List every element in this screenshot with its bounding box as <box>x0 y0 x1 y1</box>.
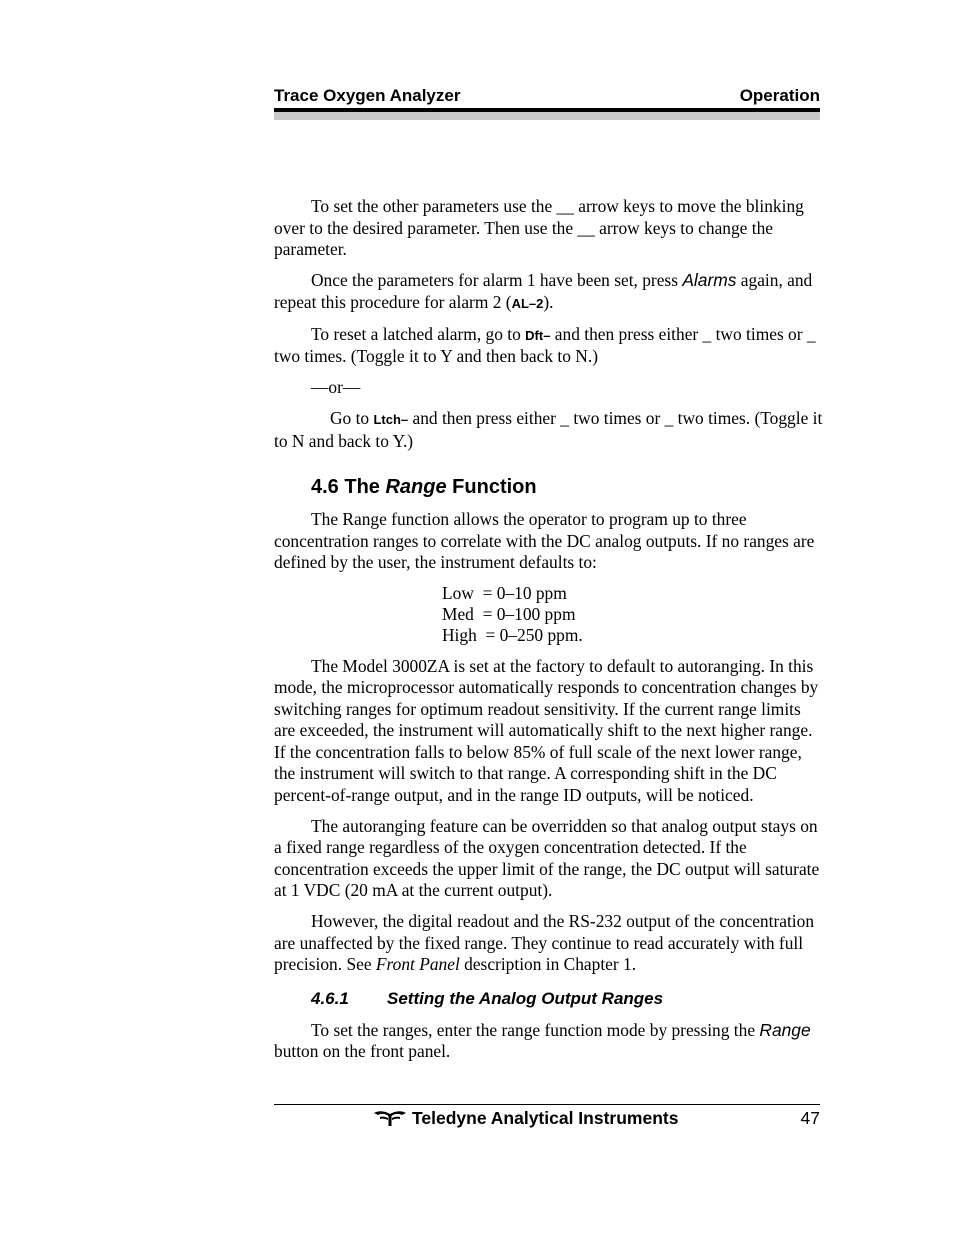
paragraph-range-intro: The Range function allows the operator to program up to three concentration ranges to correlate with the DC analog outputs. If no ranges are defined by the user, the instrument defaults to: <box>274 509 815 572</box>
subsection-heading-4-6-1 <box>311 989 824 1009</box>
text: button on the front panel. <box>274 1041 451 1061</box>
alarms-key-label: Alarms <box>682 270 737 290</box>
paragraph-override: The autoranging feature can be overridden so that analog output stays on a fixed range regardless of the oxygen concentration detected. If the concentration exceeds the upper limit of the range, the DC output will saturate at 1 VDC (20 mA at the current output). <box>274 815 820 900</box>
text: Go to <box>330 408 374 428</box>
text: However, the digital readout and the RS-232 output of the concentration are unaffected by the fixed range. They continue to read accurately with full precision. See <box>274 911 815 974</box>
subsection-title: Setting the Analog Output Ranges <box>387 988 664 1008</box>
text: and then press either _ two times or _ two times. (Toggle it to N and back to Y.) <box>274 408 823 451</box>
paragraph-readout <box>274 911 824 976</box>
text: description in Chapter 1. <box>459 954 637 974</box>
default-range-high: High = 0–250 ppm. <box>442 625 583 645</box>
section-heading-4-6 <box>311 475 824 499</box>
paragraph-set-ranges <box>274 1020 824 1063</box>
page-body <box>274 196 824 1072</box>
ltch-code: Ltch– <box>373 412 409 427</box>
or-separator: —or— <box>311 377 361 397</box>
paragraph-ltch <box>274 408 824 452</box>
default-range-med: Med = 0–100 ppm <box>442 604 576 624</box>
header-shade-bar <box>274 112 820 120</box>
header-section: Operation <box>739 86 820 105</box>
paragraph-arrow-keys: To set the other parameters use the __ arrow keys to move the blinking over to the desired parameter. Then use the __ arrow keys to change the parameter. <box>274 196 804 259</box>
text: To reset a latched alarm, go to <box>311 323 526 344</box>
paragraph-reset-latched <box>274 324 824 368</box>
subsection-number: 4.6.1 <box>311 988 349 1008</box>
default-range-low: Low = 0–10 ppm <box>442 583 567 603</box>
page-number: 47 <box>800 1108 820 1128</box>
footer-rule <box>274 1104 820 1105</box>
header-title: Trace Oxygen Analyzer <box>274 86 461 105</box>
dft-code: Dft– <box>525 327 551 343</box>
paragraph-autoranging: The Model 3000ZA is set at the factory to default to autoranging. In this mode, the microprocessor automatically responds to concentration changes by switching ranges for optimum readout sensitivity. If the current range limits are exceeded, the instrument will automatically shift to the next higher range. If the concentration falls to below 85% of full scale of the next lower range, the instrument will switch to that range. A corresponding shift in the DC percent-of-range output, and in the range ID outputs, will be noticed. <box>274 655 819 805</box>
text: Range <box>385 476 447 498</box>
default-ranges-list <box>442 583 824 646</box>
teledyne-logo-icon <box>374 1110 406 1128</box>
text: Once the parameters for alarm 1 have been set, press <box>311 270 683 290</box>
text: To set the ranges, enter the range function mode by pressing the <box>311 1019 760 1040</box>
text: again, and repeat this procedure for alarm 2 ( <box>274 270 813 312</box>
al2-code: AL–2 <box>511 295 544 311</box>
page-footer <box>274 1104 820 1134</box>
range-key-label: Range <box>759 1019 811 1040</box>
footer-brand <box>374 1108 678 1129</box>
text: 4.6 The <box>311 476 386 498</box>
front-panel-ref: Front Panel <box>375 954 460 974</box>
footer-brand-text: Teledyne Analytical Instruments <box>412 1108 679 1128</box>
text: ). <box>543 291 554 312</box>
text: Function <box>446 476 537 498</box>
page-header <box>274 84 820 122</box>
text: and then press either _ two times or _ two times. (Toggle it to Y and then back to N.) <box>274 323 816 366</box>
paragraph-alarm2 <box>274 270 824 314</box>
